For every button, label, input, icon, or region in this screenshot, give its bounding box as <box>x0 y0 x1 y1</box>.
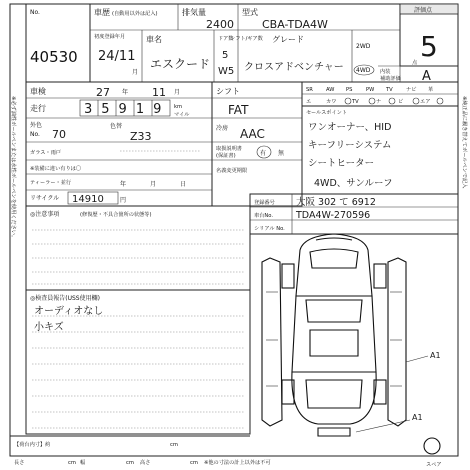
spare-label: スペア <box>426 462 442 468</box>
damage-mark-a1-rear: A1 <box>412 413 423 422</box>
exterior-no-value: 70 <box>52 128 66 141</box>
serial-label: シリアル No. <box>254 226 285 232</box>
reg-label: 登録番号 <box>254 200 275 206</box>
color-value: Z33 <box>130 130 152 143</box>
equip-row1-4: TV <box>386 87 393 93</box>
name-label: 車名 <box>146 35 162 44</box>
inspection-month: 11 <box>152 86 166 99</box>
inspection-label: 車検 <box>30 87 46 96</box>
inspector-report <box>26 290 250 434</box>
height-unit: cm <box>190 460 198 466</box>
equip-row2-4: ビ <box>398 99 404 105</box>
sales-points <box>302 106 458 194</box>
equip-row2-2: TV <box>352 99 359 105</box>
lot-label: No. <box>30 9 40 16</box>
interior-label: 内装 <box>380 69 391 75</box>
mileage-value: 35919 <box>84 102 171 117</box>
door-label: ドア数 <box>218 36 234 42</box>
length-label: 長さ <box>14 460 25 466</box>
grade-value: クロスアドベンチャー <box>244 62 344 73</box>
inspection-year-unit: 年 <box>122 89 129 96</box>
equipment-grid <box>302 82 458 106</box>
model-label: 型式 <box>242 8 258 17</box>
month-suffix: 月 <box>132 69 139 76</box>
cargo-label: 【荷台内寸】約 <box>14 442 51 448</box>
date-month-unit: 月 <box>150 181 157 188</box>
interior-value: A <box>422 69 431 84</box>
length-unit: cm <box>68 460 76 466</box>
mileage-label: 走行 <box>30 104 46 113</box>
equip-row1-2: PS <box>346 87 353 93</box>
door-value: 5 <box>222 50 229 61</box>
equip-row1-3: PW <box>366 87 375 93</box>
date-day-unit: 日 <box>180 181 187 188</box>
interior-sub: 補助評価 <box>380 76 401 82</box>
shift-gear-value: W5 <box>218 66 235 77</box>
inspector-line: 小キズ <box>34 322 64 333</box>
height-label: 高さ <box>140 460 151 466</box>
recycle-label: リサイクル <box>30 195 60 202</box>
manual-none: 無 <box>278 150 285 157</box>
sales-point-line: シートヒーター <box>308 158 375 169</box>
equip-row2-0: エ <box>306 99 312 105</box>
grade-label: グレード <box>272 35 304 44</box>
inspector-title: ◎検査員報告(USS使用欄) <box>30 295 100 302</box>
equip-row1-6: 革 <box>428 87 434 93</box>
side-note: ※必ず油性ボールペンまたは水性ボールペンを使用ください。 <box>10 96 16 241</box>
sales-point-line: ワンオーナー、HID <box>308 122 392 133</box>
color-label: 色替 <box>110 123 123 130</box>
manual-value: 有 <box>260 150 267 157</box>
dealer-label: ティーラー・並行 <box>30 180 72 186</box>
manual-sub: (保証書) <box>216 153 236 159</box>
grade-score-label: 評価点 <box>414 7 433 14</box>
car-diagram <box>262 234 442 468</box>
width-unit: cm <box>126 460 134 466</box>
equip-row1-1: AW <box>326 87 335 93</box>
registration-block <box>250 194 458 234</box>
specs-column <box>212 82 302 206</box>
drive-2wd: 2WD <box>356 43 371 50</box>
inspection-year: 27 <box>96 86 110 99</box>
equip-row1-0: SR <box>306 87 313 93</box>
recycle-value: 14910 <box>72 194 104 205</box>
svg-text:点: 点 <box>412 60 418 66</box>
date-year-unit: 年 <box>120 181 127 188</box>
equip-row2-1: カワ <box>326 99 337 105</box>
history-label: 車歴 <box>94 8 110 17</box>
spare-tire-icon <box>424 438 440 454</box>
chassis-label: 車台No. <box>254 213 273 219</box>
chassis-value: TDA4W-270596 <box>296 210 371 221</box>
equip-row1-5: ナビ <box>406 87 417 93</box>
lot-number: 40530 <box>30 48 78 66</box>
first-reg-value: 24/11 <box>98 49 136 64</box>
ac-value: AAC <box>240 127 265 141</box>
name-change-label: 名義変更期限 <box>216 168 248 174</box>
grade-score-value: 5 <box>420 30 438 63</box>
history-note: (自動用以外は記入) <box>112 11 158 17</box>
inspection-section <box>26 82 212 206</box>
first-reg-label: 初度登録年月 <box>94 34 126 40</box>
shift-label: シフト <box>216 87 240 96</box>
notes-subtitle: (修復歴・不具合箇所の状態等) <box>80 212 152 218</box>
sales-points-label: セールスポイント <box>306 110 348 116</box>
manual-label: 取扱説明書 <box>216 146 242 152</box>
inspection-month-unit: 月 <box>174 89 181 96</box>
mileage-unit-km: km <box>174 104 183 110</box>
cargo-unit-top: cm <box>170 442 178 448</box>
width-label: 幅 <box>80 460 86 466</box>
tire-label: ガラス・雨戸 <box>30 150 61 156</box>
right-note: ※純正品に履き替えてボールペンで記入 <box>461 96 467 189</box>
name-value: エスクード <box>150 57 211 71</box>
sales-point-line: 4WD、サンルーフ <box>314 178 393 189</box>
recycle-unit: 円 <box>120 197 127 204</box>
notes-title: ◎注意事項 <box>30 211 60 218</box>
damage-mark-a1: A1 <box>430 351 441 360</box>
mileage-unit-mile: マイル <box>174 112 190 118</box>
reg-value: 大阪 302 て 6912 <box>296 197 376 208</box>
displacement-value: 2400 <box>206 18 234 31</box>
footer-note: ※他の寸法の計上以外は不可 <box>204 460 271 466</box>
drive-4wd: 4WD <box>356 67 371 74</box>
shift-gear-label: シフト/ギア数 <box>230 36 263 42</box>
exterior-label: 外色 <box>30 122 43 129</box>
shift-value: FAT <box>228 103 249 117</box>
displacement-label: 排気量 <box>182 8 206 17</box>
header-section <box>26 4 458 84</box>
exterior-no-label: No. <box>30 131 40 138</box>
equip-row2-3: ナ <box>376 99 382 105</box>
notes-section <box>26 206 250 290</box>
model-value: CBA-TDA4W <box>262 18 328 31</box>
feature-note: ※装備に違い有りは〇 <box>30 166 82 172</box>
inspector-line: オーディオなし <box>34 306 104 317</box>
ac-label: 冷房 <box>216 125 229 132</box>
sales-point-line: キーフリーシステム <box>308 140 392 151</box>
footer-section <box>10 436 271 466</box>
equip-row2-5: エア <box>420 99 431 105</box>
